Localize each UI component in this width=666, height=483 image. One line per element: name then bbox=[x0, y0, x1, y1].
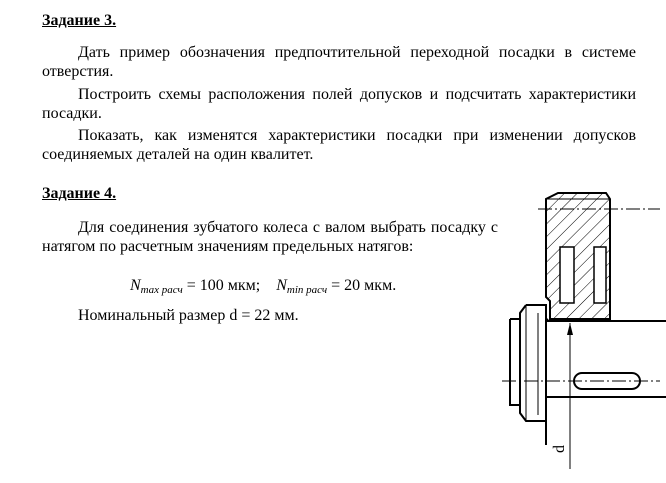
n-max-value: = 100 мкм; bbox=[186, 277, 261, 294]
shaft bbox=[510, 305, 666, 445]
task3-heading: Задание 3. bbox=[42, 12, 117, 29]
n-max-subscript: max расч bbox=[140, 284, 183, 296]
gear-shaft-drawing bbox=[498, 183, 666, 473]
n-max-symbol: N bbox=[130, 277, 141, 294]
interference-formula bbox=[130, 276, 396, 300]
n-min-subscript: min расч bbox=[286, 284, 328, 296]
task3-paragraph-2: Построить схемы расположения полей допусков и подсчитать характеристики посадки. bbox=[42, 86, 636, 122]
task4-paragraph-2: Номинальный размер d = 22 мм. bbox=[78, 307, 299, 324]
task4-paragraph-1: Для соединения зубчатого колеса с валом выбрать посадку с натягом по расчетным значениям предельных натягов: bbox=[42, 219, 498, 255]
n-min-value: = 20 мкм. bbox=[331, 277, 397, 294]
n-min-symbol: N bbox=[276, 277, 287, 294]
task3-paragraph-3: Показать, как изменятся характеристики посадки при изменении допусков соединяемых деталей на один квалитет. bbox=[42, 127, 636, 163]
dimension-label-d: d bbox=[551, 445, 568, 453]
task4-heading: Задание 4. bbox=[42, 185, 117, 202]
gear-hatched-section bbox=[546, 193, 610, 319]
task3-paragraph-1: Дать пример обозначения предпочтительной переходной посадки в системе отверстия. bbox=[42, 44, 636, 80]
